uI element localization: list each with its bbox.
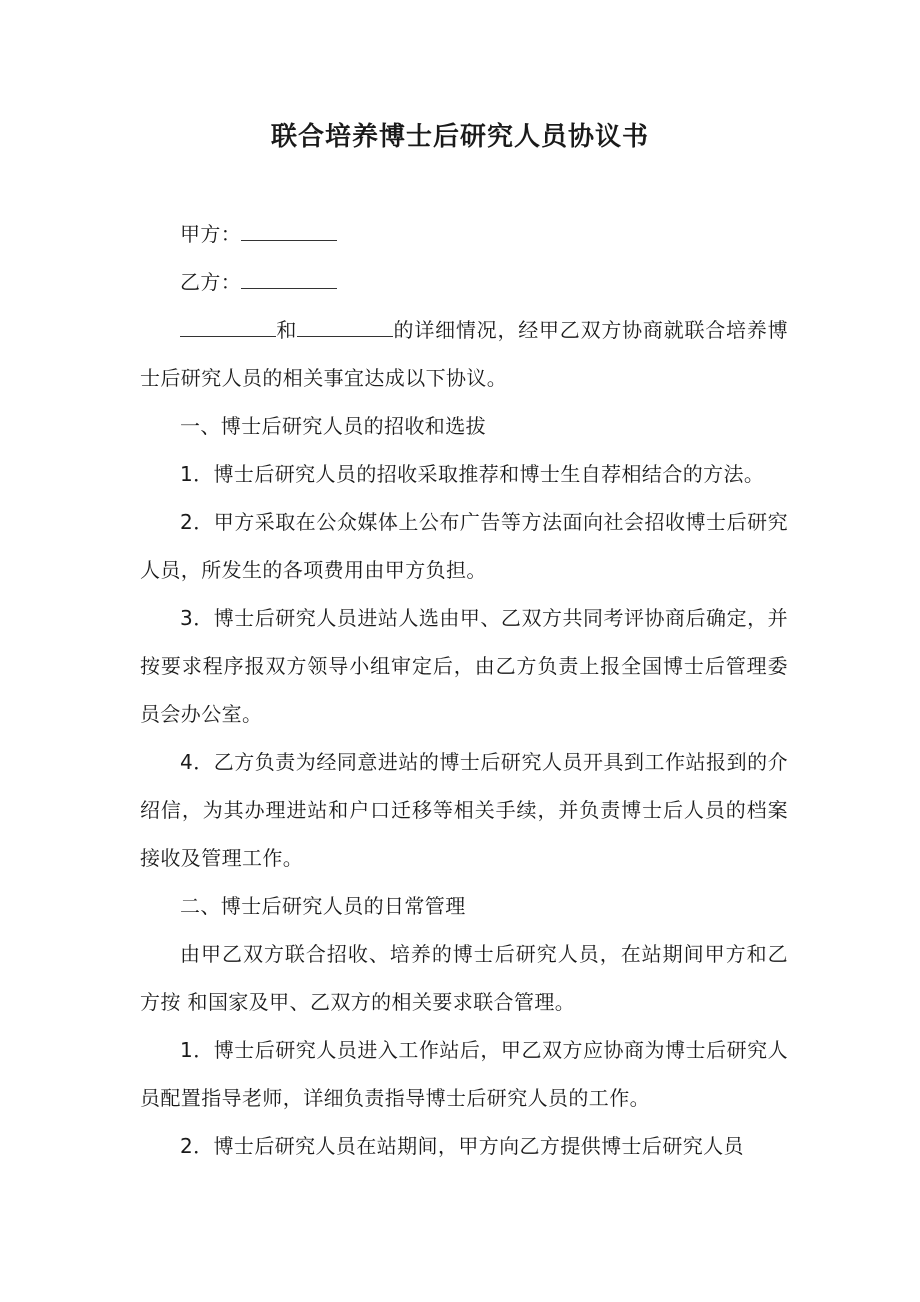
party-b-label: 乙方： bbox=[180, 270, 242, 294]
section-item: 3．博士后研究人员进站人选由甲、乙双方共同考评协商后确定，并按要求程序报双方领导小组审定后，由乙方负责上报全国博士后管理委员会办公室。 bbox=[140, 606, 788, 726]
intro-blank-2 bbox=[297, 314, 393, 337]
intro-conj: 和 bbox=[276, 318, 298, 342]
section-item: 1．博士后研究人员进入工作站后，甲乙双方应协商为博士后研究人员配置指导老师，详细负责指导博士后研究人员的工作。 bbox=[140, 1038, 788, 1110]
intro-rest: 的详细情况，经甲乙双方协商就联合培养博士后研究人员的相关事宜达成以下协议。 bbox=[140, 318, 788, 390]
section-item: 2．博士后研究人员在站期间，甲方向乙方提供博士后研究人员 bbox=[180, 1134, 744, 1158]
intro-blank-1 bbox=[180, 314, 276, 337]
document-body bbox=[140, 210, 788, 1170]
party-b-blank bbox=[241, 266, 337, 289]
section-item: 由甲乙双方联合招收、培养的博士后研究人员，在站期间甲方和乙方按 和国家及甲、乙双方的相关要求联合管理。 bbox=[140, 942, 788, 1014]
party-a-line bbox=[140, 210, 788, 258]
section-item: 1．博士后研究人员的招收采取推荐和博士生自荐相结合的方法。 bbox=[180, 462, 765, 486]
section-item: 4．乙方负责为经同意进站的博士后研究人员开具到工作站报到的介绍信，为其办理进站和户口迁移等相关手续，并负责博士后人员的档案接收及管理工作。 bbox=[140, 750, 788, 870]
intro-paragraph bbox=[140, 306, 788, 402]
section-heading: 二、博士后研究人员的日常管理 bbox=[180, 894, 466, 918]
section-heading: 一、博士后研究人员的招收和选拔 bbox=[180, 414, 486, 438]
party-a-label: 甲方： bbox=[180, 222, 242, 246]
section-item: 2．甲方采取在公众媒体上公布广告等方法面向社会招收博士后研究人员，所发生的各项费用由甲方负担。 bbox=[140, 510, 788, 582]
party-b-line bbox=[140, 258, 788, 306]
party-a-blank bbox=[241, 218, 337, 241]
document-title: 联合培养博士后研究人员协议书 bbox=[270, 122, 649, 152]
